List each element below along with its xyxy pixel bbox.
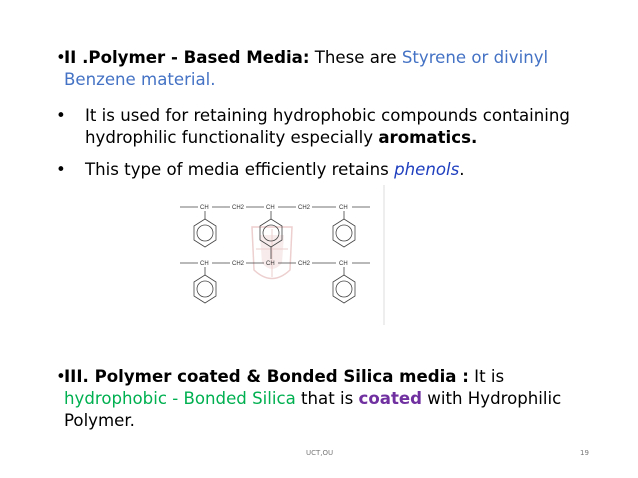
bullet-phenols	[56, 159, 601, 181]
bullet-text: These are	[309, 48, 402, 67]
bullet-hydrophobic-retention	[56, 105, 601, 149]
bullet-text: It is used for retaining hydrophobic compounds containing	[85, 106, 570, 125]
label-ch2: CH2	[232, 261, 245, 267]
bold-text: aromatics.	[378, 128, 478, 147]
bullet-text: with Hydrophilic	[422, 389, 562, 408]
bullet-marker: •	[56, 160, 66, 179]
highlight-text-continued: Benzene material.	[64, 70, 216, 89]
bullet-text: It is	[468, 367, 505, 386]
chemical-structure-diagram	[160, 185, 385, 325]
highlight-text: phenols	[394, 160, 460, 179]
highlight-text: hydrophobic - Bonded Silica	[64, 389, 296, 408]
label-ch2: CH2	[298, 261, 311, 267]
label-ch: CH	[200, 261, 209, 267]
watermark-seal	[252, 227, 292, 279]
bullet-heading: III. Polymer coated & Bonded Silica media :	[64, 367, 469, 386]
bullet-polymer-coated-silica	[56, 366, 601, 432]
highlight-text: Styrene or divinyl	[401, 48, 549, 67]
page-number: 19	[580, 449, 589, 457]
label-ch2: CH2	[298, 205, 311, 211]
bullet-polymer-based-media	[56, 47, 596, 91]
bullet-text: that is	[295, 389, 359, 408]
bullet-marker: •	[56, 106, 66, 125]
bullet-text-end: .	[459, 160, 465, 179]
bullet-text: This type of media efficiently retains	[85, 160, 395, 179]
label-ch: CH	[266, 261, 275, 267]
bullet-heading: II .Polymer - Based Media:	[64, 48, 310, 67]
bullet-marker: •	[56, 367, 66, 386]
label-ch: CH	[339, 205, 348, 211]
polystyrene-structure-figure	[160, 185, 385, 325]
bullet-marker: •	[56, 48, 66, 67]
bullet-text: hydrophilic functionality especially	[85, 128, 379, 147]
footer-label: UCT,OU	[306, 449, 334, 457]
label-ch: CH	[339, 261, 348, 267]
emphasis-text: coated	[358, 389, 423, 408]
label-ch2: CH2	[232, 205, 245, 211]
label-ch: CH	[200, 205, 209, 211]
bullet-text: Polymer.	[64, 411, 135, 430]
label-ch: CH	[266, 205, 275, 211]
